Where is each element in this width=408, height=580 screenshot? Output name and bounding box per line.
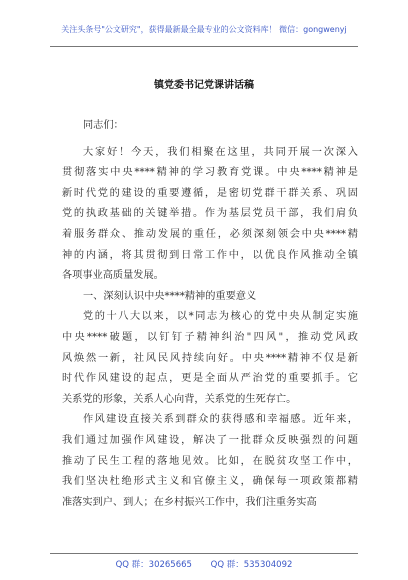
footer <box>0 558 408 570</box>
document-body <box>62 116 358 513</box>
paragraph <box>62 410 358 513</box>
paragraph-line: 大家好！今天，我们相聚在这里，共同开展一次深入 <box>83 146 358 158</box>
footer-qq-group-2[interactable]: QQ 群：535304092 <box>210 560 293 570</box>
paragraph-list <box>62 143 358 514</box>
paragraph-line: 贯彻落实中央****精神的学习教育党课。中央****精神是 <box>62 167 358 179</box>
header-divider <box>50 46 358 47</box>
paragraph-line: 各项事业高质量发展。 <box>62 270 164 282</box>
paragraph-line: 新时代党的建设的重要遵循，是密切党群干群关系、巩固 <box>62 187 358 199</box>
paragraph-line: 神的内涵，将其贯彻到日常工作中，以优良作风推动全镇 <box>62 249 358 261</box>
footer-qq-group-1[interactable]: QQ 群：30265665 <box>115 560 192 570</box>
paragraph-line: 关系党的形象，关系人心向背，关系党的生死存亡。 <box>62 393 297 405</box>
paragraph-line: 一、深刻认识中央****精神的重要意义 <box>83 290 257 302</box>
document-title: 镇党委书记党课讲话稿 <box>154 80 254 91</box>
header-promo-link[interactable]: 关注头条号"公文研究"，获得最新最全最专业的公文资料库！ 微信：gongwenyj <box>61 25 347 34</box>
paragraph-line: 时代作风建设的起点，更是全面从严治党的重要抓手。它 <box>62 373 358 385</box>
paragraph-line: 准落实到户、到人；在乡村振兴工作中，我们注重务实高 <box>62 496 317 508</box>
greeting: 同志们： <box>83 120 124 131</box>
paragraph <box>62 143 358 287</box>
paragraph-line: 党的执政基础的关键举措。作为基层党员干部，我们肩负 <box>62 208 358 220</box>
footer-divider <box>50 553 358 554</box>
paragraph <box>62 307 358 410</box>
paragraph <box>62 287 358 308</box>
paragraph-line: 作风建设直接关系到群众的获得感和幸福感。近年来， <box>83 414 358 426</box>
paragraph-line: 党的十八大以来，以*同志为核心的党中央从制定实施 <box>83 311 358 323</box>
paragraph-line: 我们通过加强作风建设，解决了一批群众反映强烈的问题 <box>62 434 358 446</box>
paragraph-line: 风焕然一新，社风民风持续向好。中央****精神不仅是新 <box>62 352 358 364</box>
paragraph-line: 中央****破题，以钉钉子精神纠治"四风"，推动党风政 <box>62 331 358 343</box>
paragraph-line: 着服务群众、推动发展的重任，必须深刻领会中央****精 <box>62 228 358 240</box>
paragraph-line: 我们坚决杜绝形式主义和官僚主义，确保每一项政策都精 <box>62 476 358 488</box>
paragraph-line: 推动了民生工程的落地见效。比如，在脱贫攻坚工作中， <box>62 455 358 467</box>
